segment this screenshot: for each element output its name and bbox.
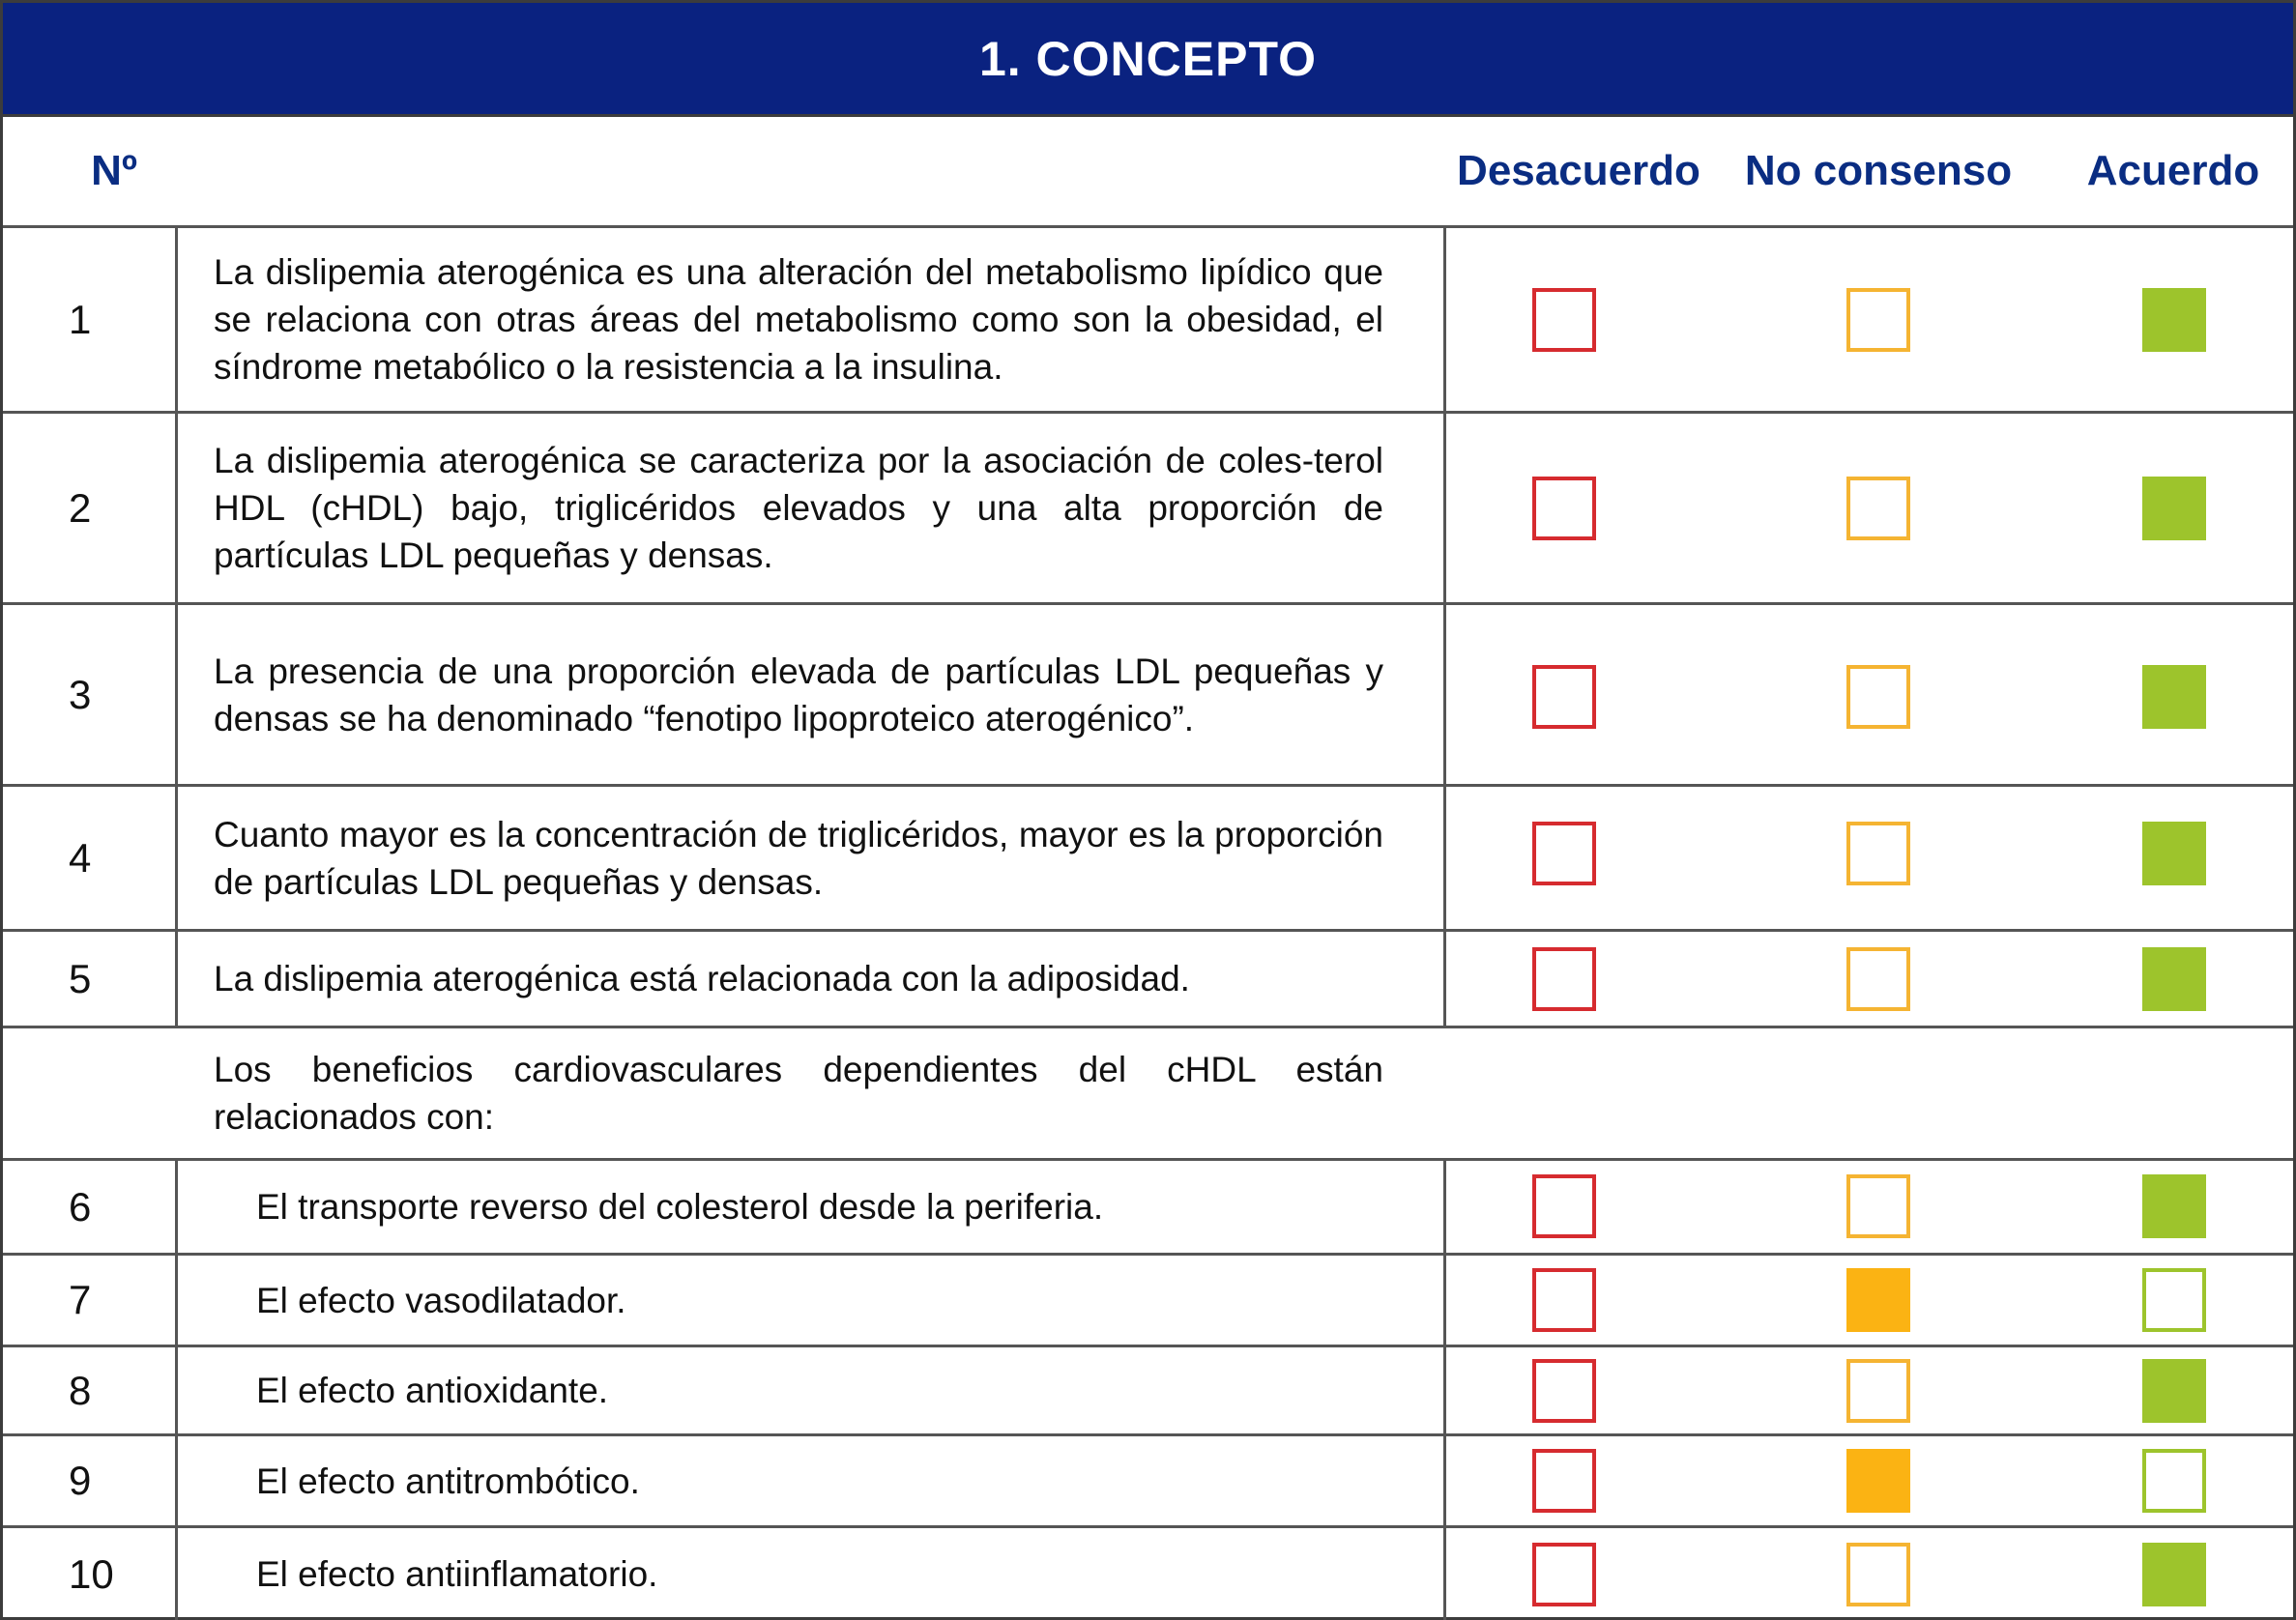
table-row: [3, 1347, 2293, 1433]
disagree-checkbox[interactable]: [1532, 822, 1596, 885]
row-statement: El efecto vasodilatador.: [256, 1280, 626, 1320]
row-number: 9: [69, 1458, 92, 1503]
table-row: [3, 932, 2293, 1026]
agree-checkbox[interactable]: [2142, 288, 2206, 352]
row-number: 4: [69, 834, 92, 881]
disagree-checkbox[interactable]: [1532, 1359, 1596, 1423]
disagree-checkbox[interactable]: [1532, 1174, 1596, 1238]
header-agree: Acuerdo: [2086, 147, 2260, 194]
table-row: [3, 605, 2293, 784]
row-statement: El efecto antiinflamatorio.: [256, 1554, 658, 1594]
table-row: [3, 414, 2293, 602]
group-heading-row: [3, 1028, 2293, 1158]
disagree-checkbox[interactable]: [1532, 1449, 1596, 1513]
agree-checkbox[interactable]: [2142, 665, 2206, 729]
agree-checkbox[interactable]: [2142, 1268, 2206, 1332]
agree-checkbox[interactable]: [2142, 1359, 2206, 1423]
no-consensus-checkbox[interactable]: [1846, 665, 1910, 729]
table-title: 1. CONCEPTO: [3, 3, 2293, 117]
agree-checkbox[interactable]: [2142, 822, 2206, 885]
no-consensus-checkbox[interactable]: [1846, 1449, 1910, 1513]
row-number: 5: [69, 955, 92, 1001]
table-row: [3, 787, 2293, 929]
disagree-checkbox[interactable]: [1532, 947, 1596, 1011]
no-consensus-checkbox[interactable]: [1846, 477, 1910, 540]
table-row: [3, 1528, 2293, 1620]
row-statement: La dislipemia aterogénica es una alteración del metabolismo lipídico que se relaciona con otras áreas del metabolismo como son la obesidad, el síndrome metabólico o la resistencia a la insulina.: [214, 252, 1383, 387]
no-consensus-checkbox[interactable]: [1846, 1174, 1910, 1238]
row-number: 6: [69, 1183, 92, 1229]
no-consensus-checkbox[interactable]: [1846, 947, 1910, 1011]
disagree-checkbox[interactable]: [1532, 1543, 1596, 1606]
row-statement: El transporte reverso del colesterol desde la periferia.: [256, 1187, 1104, 1227]
disagree-checkbox[interactable]: [1532, 1268, 1596, 1332]
group-heading: Los beneficios cardiovasculares dependientes del cHDL están relacionados con:: [214, 1050, 1383, 1137]
table-row: [3, 1436, 2293, 1525]
row-statement: La presencia de una proporción elevada de partículas LDL pequeñas y densas se ha denominado “fenotipo lipoproteico aterogénico”.: [214, 651, 1383, 738]
row-statement: El efecto antioxidante.: [256, 1371, 609, 1410]
row-number: 10: [69, 1550, 114, 1597]
row-statement: Cuanto mayor es la concentración de triglicéridos, mayor es la proporción de partículas LDL pequeñas y densas.: [214, 814, 1383, 902]
agree-checkbox[interactable]: [2142, 477, 2206, 540]
row-statement: El efecto antitrombótico.: [256, 1461, 640, 1501]
no-consensus-checkbox[interactable]: [1846, 822, 1910, 885]
no-consensus-checkbox[interactable]: [1846, 1359, 1910, 1423]
agree-checkbox[interactable]: [2142, 947, 2206, 1011]
row-number: 2: [69, 484, 92, 531]
no-consensus-checkbox[interactable]: [1846, 288, 1910, 352]
header-number: Nº: [91, 147, 137, 194]
header-no-consensus: No consenso: [1744, 147, 2013, 194]
agree-checkbox[interactable]: [2142, 1449, 2206, 1513]
row-number: 8: [69, 1367, 92, 1413]
agree-checkbox[interactable]: [2142, 1174, 2206, 1238]
row-number: 7: [69, 1277, 92, 1322]
disagree-checkbox[interactable]: [1532, 477, 1596, 540]
no-consensus-checkbox[interactable]: [1846, 1543, 1910, 1606]
row-number: 1: [69, 296, 92, 342]
agree-checkbox[interactable]: [2142, 1543, 2206, 1606]
disagree-checkbox[interactable]: [1532, 665, 1596, 729]
row-statement: La dislipemia aterogénica se caracteriza por la asociación de coles-terol HDL (cHDL) bajo, triglicéridos elevados y una alta proporción de partículas LDL pequeñas y densas.: [214, 441, 1383, 575]
row-statement: La dislipemia aterogénica está relacionada con la adiposidad.: [214, 959, 1190, 998]
no-consensus-checkbox[interactable]: [1846, 1268, 1910, 1332]
table-row: [3, 228, 2293, 411]
header-disagree: Desacuerdo: [1457, 147, 1700, 194]
table-row: [3, 1256, 2293, 1345]
disagree-checkbox[interactable]: [1532, 288, 1596, 352]
row-number: 3: [69, 671, 92, 717]
table-row: [3, 1161, 2293, 1253]
